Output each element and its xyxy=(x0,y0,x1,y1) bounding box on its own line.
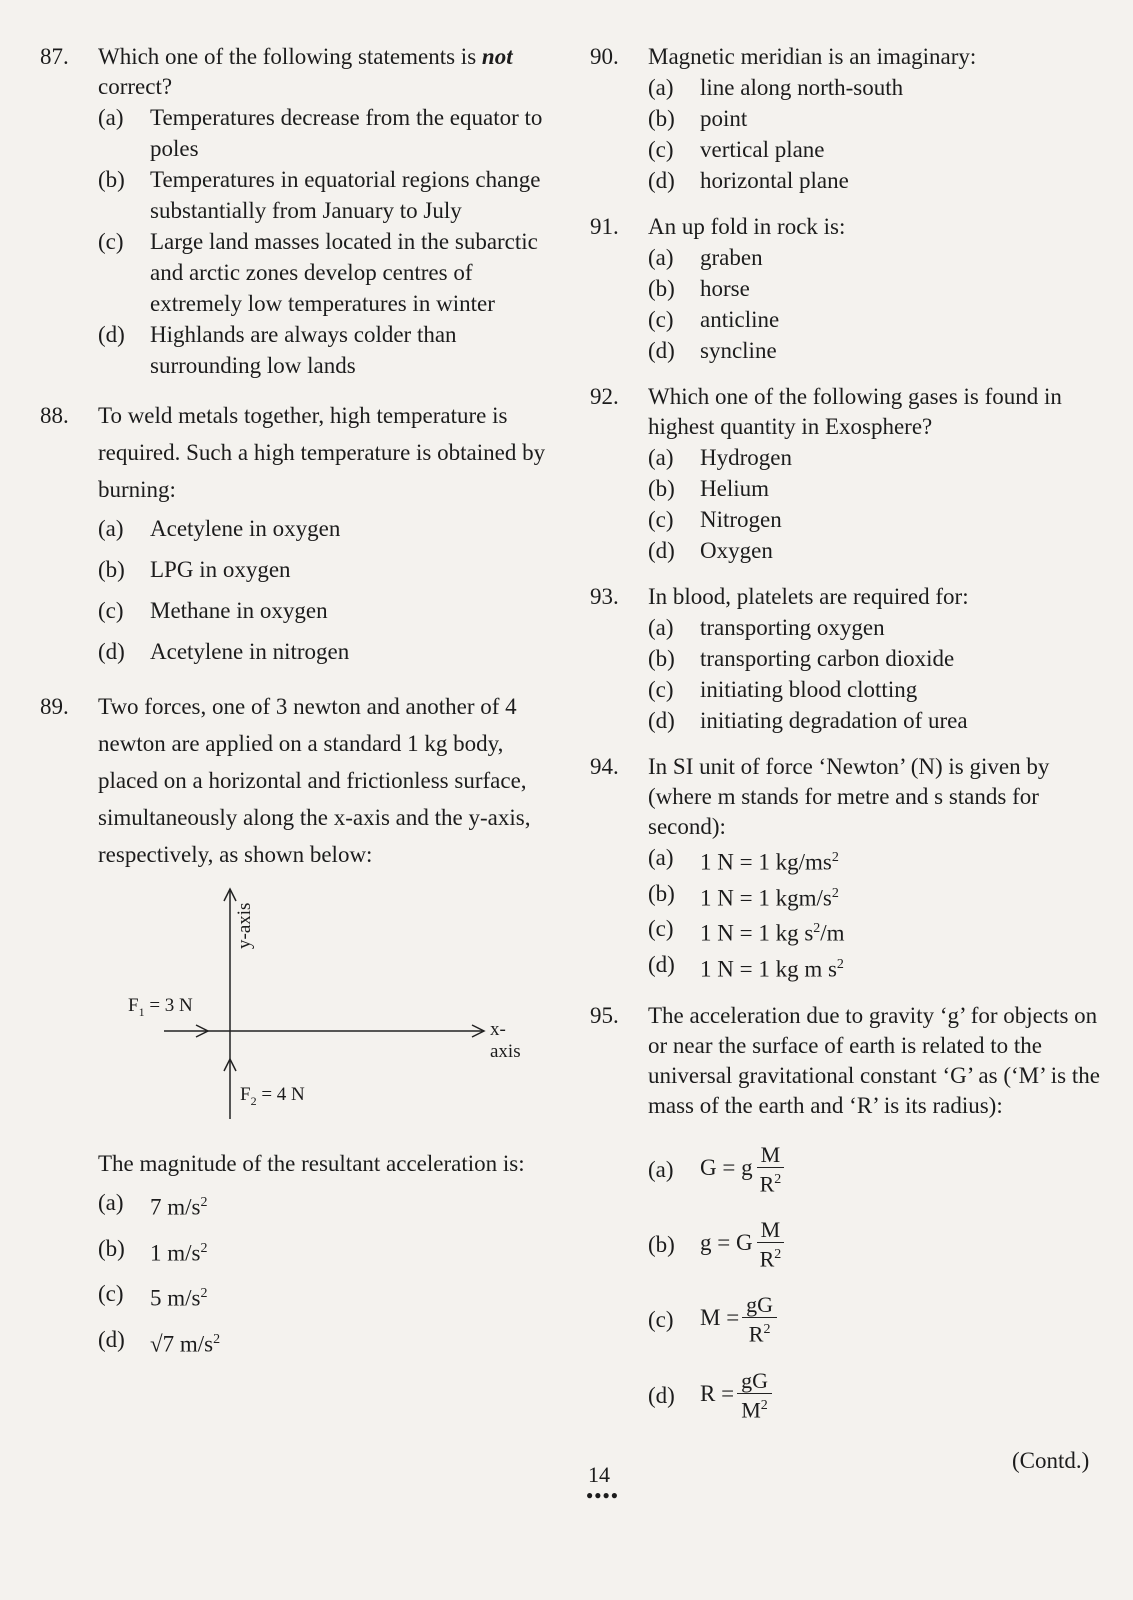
question-stem: To weld metals together, high temperature is required. Such a high temperature is obtained by burning: xyxy=(98,403,546,502)
option-c: (c) vertical plane xyxy=(648,137,825,162)
option-a: (a) G = g $\frac{M}{R^2}$ xyxy=(648,1143,1110,1196)
option-a: (a) Temperatures decrease from the equator to poles xyxy=(98,105,543,161)
option-c: (c) Methane in oxygen xyxy=(98,598,328,623)
option-c: (c) 1 N = 1 kg $s^2/m$ xyxy=(648,916,845,946)
option-a: (a) 1 N = 1 $kg/ms^2$ xyxy=(648,845,839,875)
option-b: (b) g = G $\frac{M}{R^2}$ xyxy=(648,1218,1110,1271)
option-d: (d) syncline xyxy=(648,338,777,363)
emphasis-not: not xyxy=(481,44,513,69)
question-number: 94. xyxy=(590,754,619,779)
option-b: (b) Helium xyxy=(648,476,769,501)
option-b: (b) transporting carbon dioxide xyxy=(648,646,955,671)
question-stem: Two forces, one of 3 newton and another of 4 newton are applied on a standard 1 kg body, placed on a horizontal and frictionless surface, simultaneously along the x-axis and the y-axis, respectively, as shown below: xyxy=(98,694,531,867)
option-a: (a) Hydrogen xyxy=(648,445,792,470)
option-d: (d) horizontal plane xyxy=(648,168,849,193)
question-stem: In SI unit of force ‘Newton’ (N) is given by (where m stands for metre and s stands for second): xyxy=(648,754,1050,839)
question-stem-continued: The magnitude of the resultant acceleration is: xyxy=(98,1151,525,1176)
continued-label: (Contd.) xyxy=(1012,1448,1090,1473)
square-root: √7 xyxy=(150,1331,175,1357)
option-b: (b) LPG in oxygen xyxy=(98,557,291,582)
option-b: (b) 1 N = 1 kgm/$s^2$ xyxy=(648,880,839,911)
question-number: 90. xyxy=(590,44,619,69)
question-91 xyxy=(590,212,1110,366)
option-d: (d) 1 N = 1 kg m $s^2$ xyxy=(648,951,844,982)
question-stem: Magnetic meridian is an imaginary: xyxy=(648,44,977,69)
option-c: (c) 5 $m/s^2$ xyxy=(98,1281,208,1311)
fraction: $\frac{M}{R^2}$ xyxy=(756,1143,786,1196)
fraction: $\frac{M}{R^2}$ xyxy=(756,1218,786,1271)
fraction: $\frac{gG}{M^2}$ xyxy=(737,1369,772,1422)
option-c: (c) anticline xyxy=(648,307,780,332)
option-c: (c) M = $\frac{gG}{R^2}$ xyxy=(648,1293,1110,1346)
question-number: 87. xyxy=(40,44,69,69)
force-diagram xyxy=(60,879,530,1139)
option-d: (d) initiating degradation of urea xyxy=(648,708,968,733)
question-number: 92. xyxy=(590,384,619,409)
option-d: (d) √7 $m/s^2$ xyxy=(98,1326,221,1357)
question-94 xyxy=(590,752,1110,985)
option-a: (a) graben xyxy=(648,245,763,270)
option-a: (a) line along north-south xyxy=(648,75,904,100)
f2-label: $F_2 = 4$ N xyxy=(240,1084,305,1108)
question-stem: The acceleration due to gravity ‘g’ for objects on or near the surface of earth is related to the universal gravitational constant ‘G’ as (‘M’ is the mass of the earth and ‘R’ is its radius): xyxy=(648,1002,1100,1118)
f1-label: $F_1 = 3$ N xyxy=(128,995,193,1019)
question-number: 88. xyxy=(40,403,69,428)
question-92 xyxy=(590,382,1110,566)
right-column xyxy=(590,42,1110,1438)
option-a: (a) transporting oxygen xyxy=(648,615,885,640)
option-c: (c) Nitrogen xyxy=(648,507,782,532)
option-c: (c) initiating blood clotting xyxy=(648,677,918,702)
question-stem: Which one of the following gases is found in highest quantity in Exosphere? xyxy=(648,384,1062,439)
question-number: 95. xyxy=(590,1002,619,1028)
question-93 xyxy=(590,582,1110,736)
option-b: (b) horse xyxy=(648,276,750,301)
page-number: 14 xyxy=(588,1462,610,1487)
option-a: (a) Acetylene in oxygen xyxy=(98,516,341,541)
option-b: (b) 1 $m/s^2$ xyxy=(98,1235,208,1266)
option-d: (d) Highlands are always colder than surrounding low lands xyxy=(98,322,457,378)
question-87 xyxy=(40,42,560,381)
question-95 xyxy=(590,1001,1110,1422)
question-number: 93. xyxy=(590,584,619,609)
option-d: (d) R = $\frac{gG}{M^2}$ xyxy=(648,1369,1110,1422)
x-axis-label: x-axis xyxy=(490,1019,521,1062)
question-number: 89. xyxy=(40,694,69,719)
question-stem: Which one of the following statements is not correct? xyxy=(98,44,513,99)
question-88 xyxy=(40,397,560,672)
question-stem: In blood, platelets are required for: xyxy=(648,584,969,609)
question-90 xyxy=(590,42,1110,196)
option-a: (a) 7 $m/s^2$ xyxy=(98,1190,208,1220)
option-b: (b) point xyxy=(648,106,748,131)
option-d: (d) Acetylene in nitrogen xyxy=(98,639,350,664)
option-b: (b) Temperatures in equatorial regions change substantially from January to July xyxy=(98,167,541,223)
y-axis-label: y-axis xyxy=(234,902,255,949)
page-dots: ●●●● xyxy=(586,1488,619,1502)
question-89 xyxy=(40,688,560,1365)
option-c: (c) Large land masses located in the subarctic and arctic zones develop centres of extremely low temperatures in winter xyxy=(98,229,538,316)
question-number: 91. xyxy=(590,214,619,239)
question-stem: An up fold in rock is: xyxy=(648,214,846,239)
fraction: $\frac{gG}{R^2}$ xyxy=(742,1293,777,1346)
left-column xyxy=(40,42,560,1381)
option-d: (d) Oxygen xyxy=(648,538,773,563)
